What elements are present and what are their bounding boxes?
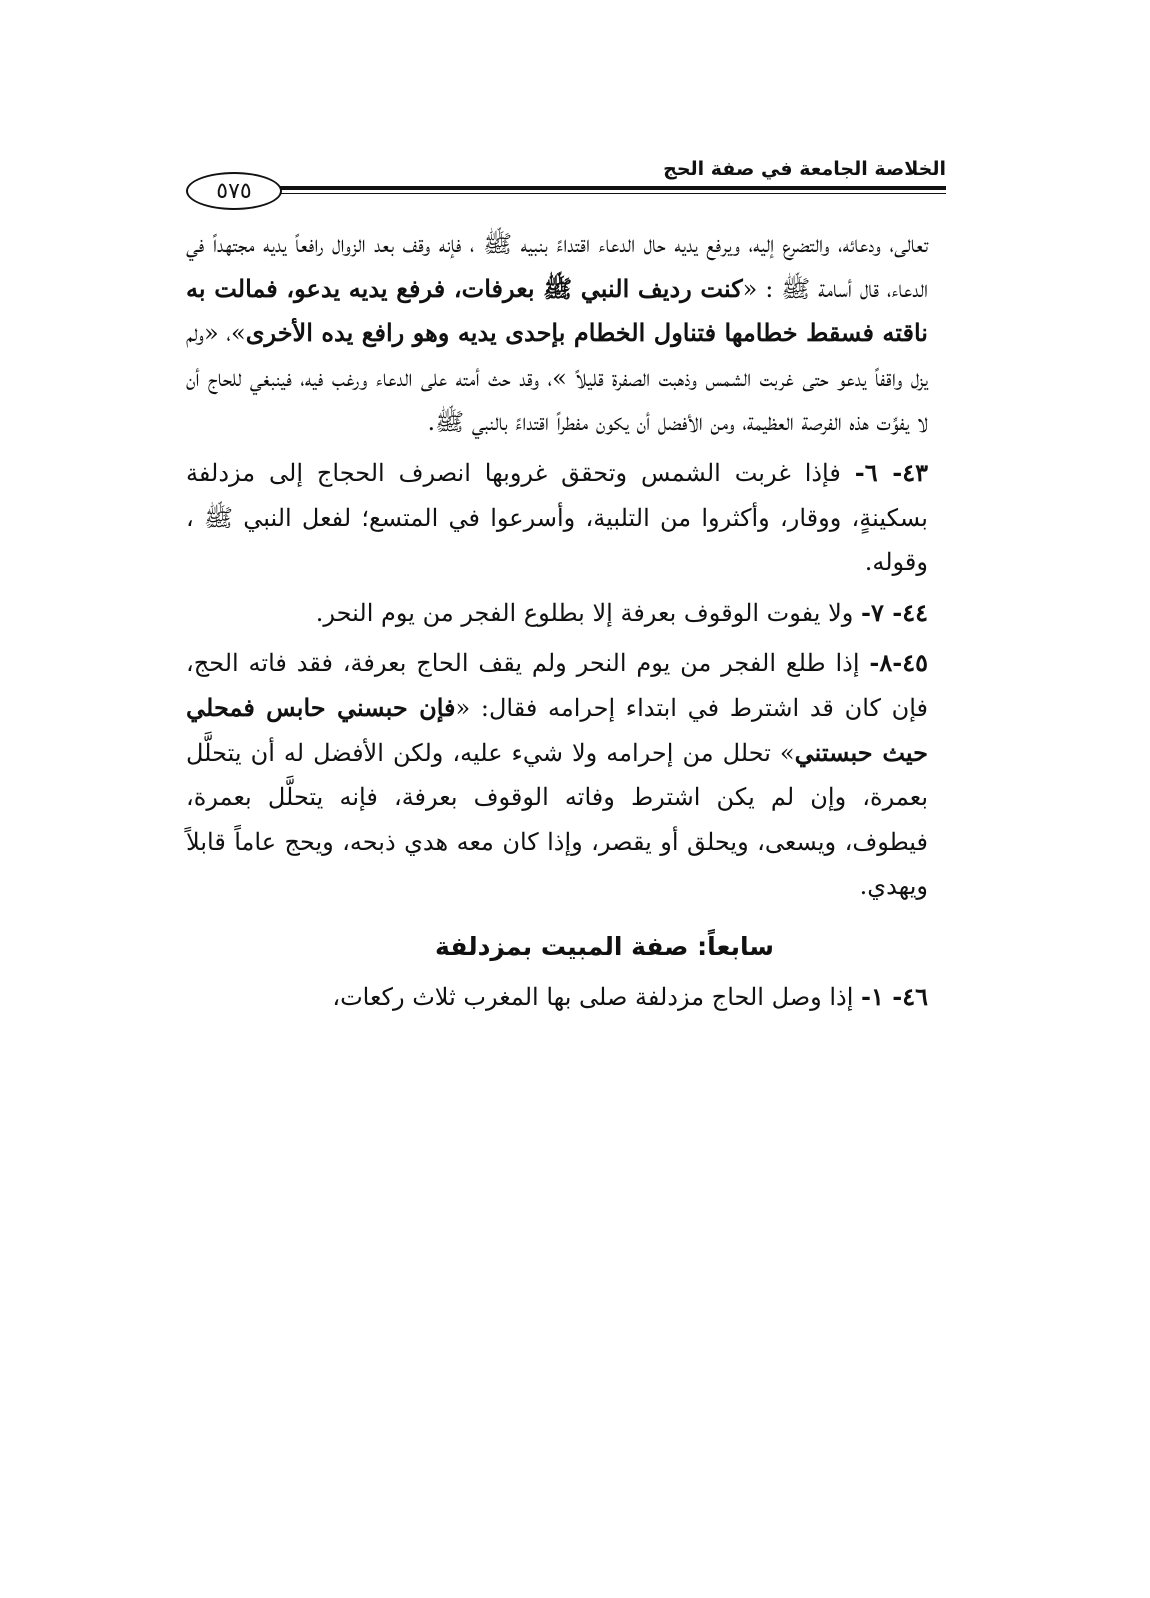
intro-text: تعالى، ودعائه، والتضرع إليه، ويرفع يديه حال الدعاء اقتداءً بنبيه ﷺ ، فإنه وقف بعد الزوال رافعاً يديه مجتهداً في الدعاء، قال أسامة ﷺ : « (186, 230, 929, 303)
item-number: ٤٣- ٦- (854, 457, 928, 487)
list-item (186, 591, 928, 636)
header-rule-thin (280, 193, 946, 194)
page-number: ٥٧٥ (186, 172, 282, 210)
item-text: فإذا غربت الشمس وتحقق غروبها انصرف الحجاج إلى مزدلفة بسكينةٍ، ووقار، وأكثروا من التلبية، وأسرعوا في المتسع؛ لفعل النبي ﷺ ، وقوله. (186, 458, 928, 577)
item-text: إذا وصل الحاج مزدلفة صلى بها المغرب ثلاث ركعات، (332, 982, 862, 1011)
item-number: ٤٥-٨- (869, 648, 928, 678)
header-rule-thick (280, 186, 946, 190)
running-title: الخلاصة الجامعة في صفة الحج (663, 158, 946, 180)
section-heading: سابعاً: صفة المبيت بمزدلفة (435, 931, 774, 961)
intro-text-end: »، «ولم يزل واقفاً يدعو حتى غربت الشمس وذهبت الصفرة قليلاً »، وقد حث أمته على الدعاء ورغب فيه، فينبغي للحاج أن لا يفوِّت هذه الفرصة العظيمة، ومن الأفضل أن يكون مفطراً اقتداءً بالنبي ﷺ. (186, 319, 928, 437)
list-item (186, 641, 928, 909)
hadith-quote: كنت رديف النبي ﷺ بعرفات، فرفع يديه يدعو، فمالت به ناقته فسقط خطامها فتناول الخطام بإحدى يديه وهو رافع يده الأخرى (186, 273, 928, 348)
page-header (186, 150, 946, 210)
page-body (186, 222, 928, 1020)
intro-paragraph (186, 222, 928, 445)
item-text-end: » تحلل من إحرامه ولا شيء عليه، ولكن الأفضل له أن يتحلَّل بعمرة، وإن لم يكن اشترط وفاته الوقوف بعرفة، فإنه يتحلَّل بعمرة، فيطوف، ويسعى، ويحلق أو يقصر، وإذا كان معه هدي ذبحه، ويحج عاماً قابلاً ويهدي. (186, 738, 928, 901)
item-number: ٤٤- ٧- (861, 597, 928, 627)
item-text: إذا طلع الفجر من يوم النحر ولم يقف الحاج بعرفة، فقد فاته الحج، فإن كان قد اشترط في ابتداء إحرامه فقال: « (186, 649, 928, 722)
item-number: ٤٦- ١- (861, 981, 928, 1011)
hadith-quote: فإن حبسني حابس فمحلي حيث حبستني (186, 692, 929, 767)
item-text: ولا يفوت الوقوف بعرفة إلا بطلوع الفجر من يوم النحر. (315, 598, 862, 627)
list-item (186, 975, 928, 1020)
list-item (186, 451, 928, 585)
